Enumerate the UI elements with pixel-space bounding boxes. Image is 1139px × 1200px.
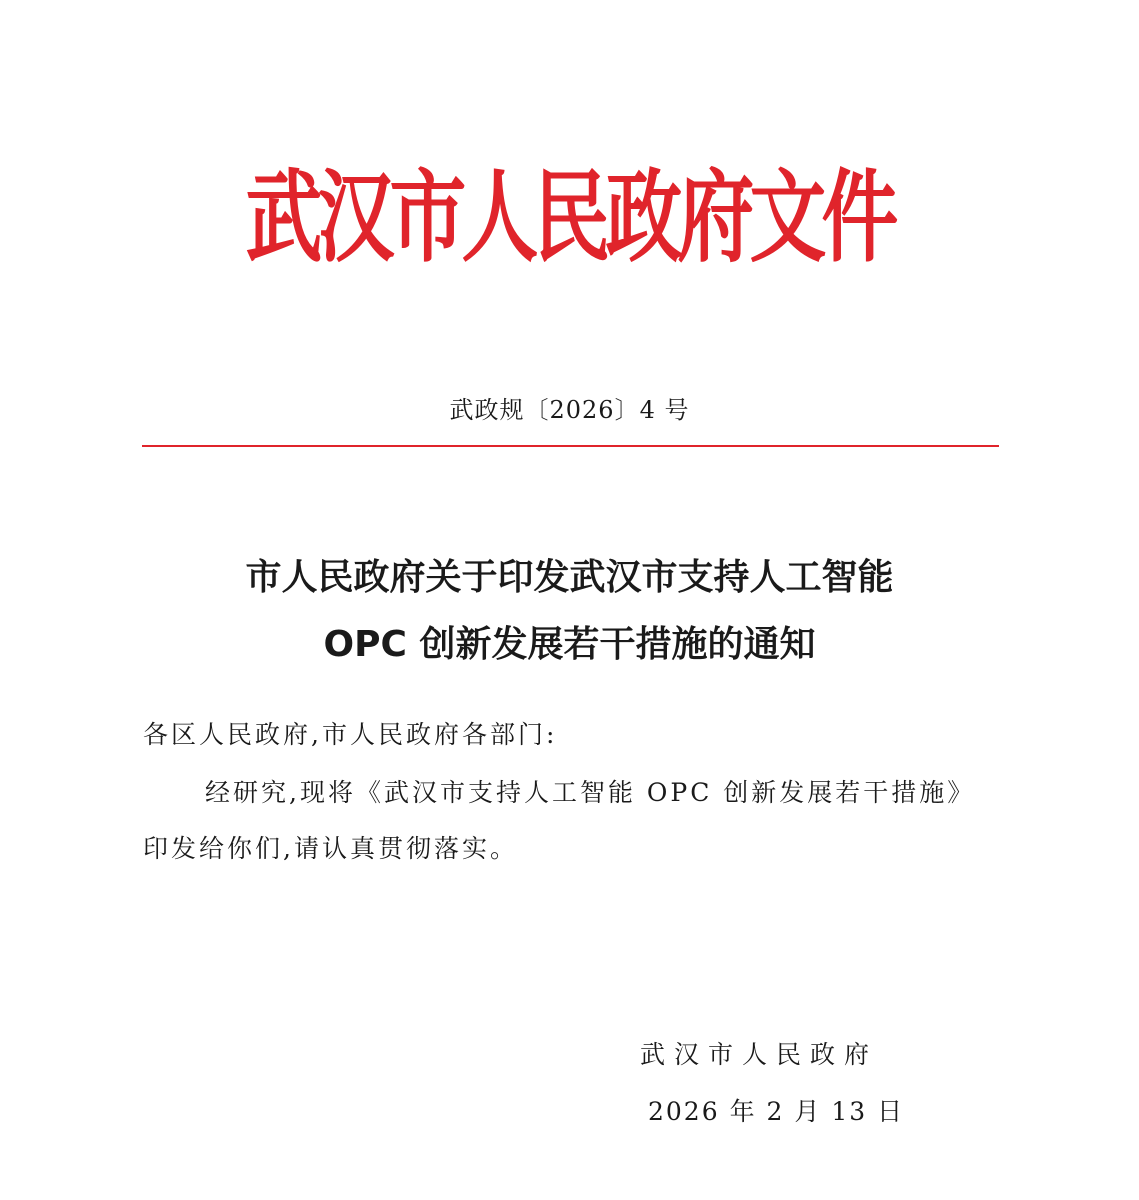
notice-title-line-2: OPC 创新发展若干措施的通知: [323, 624, 816, 665]
document-masthead: 武汉市人民政府文件: [245, 159, 894, 276]
body-paragraph-line-1: 经研究,现将《武汉市支持人工智能 OPC 创新发展若干措施》: [205, 778, 976, 807]
issuer-signature: 武汉市人民政府: [640, 1040, 879, 1069]
salutation: 各区人民政府,市人民政府各部门:: [143, 720, 558, 749]
document-number: 武政规〔2026〕4 号: [449, 396, 690, 424]
body-paragraph-line-2: 印发给你们,请认真贯彻落实。: [143, 834, 518, 863]
red-divider-line: [142, 445, 999, 447]
notice-title-line-1: 市人民政府关于印发武汉市支持人工智能: [245, 557, 894, 598]
issue-date: 2026 年 2 月 13 日: [648, 1097, 905, 1126]
